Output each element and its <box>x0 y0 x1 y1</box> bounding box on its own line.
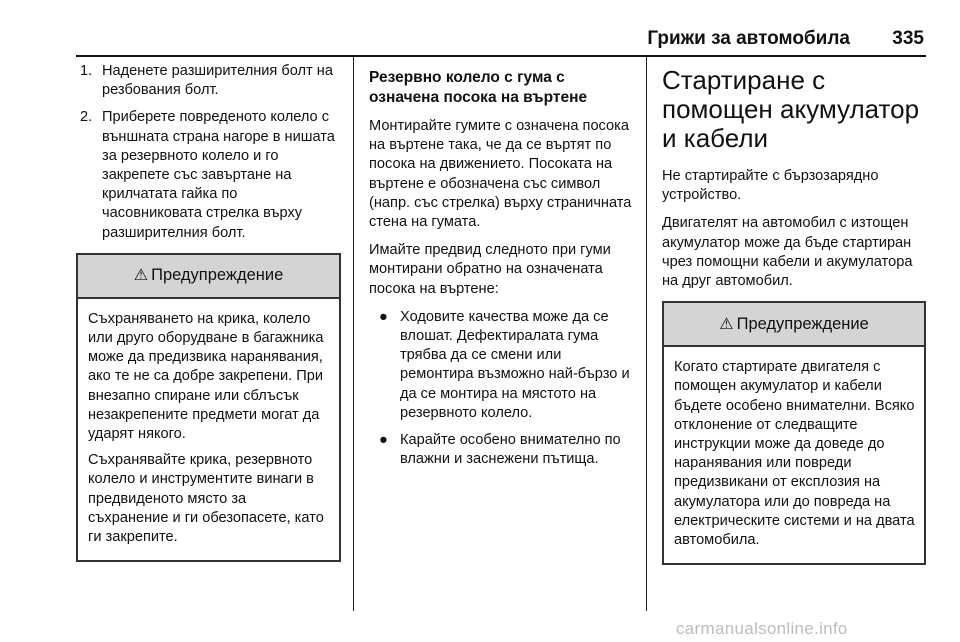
step-number: 2. <box>80 109 93 126</box>
step-text: Приберете повреденото колело с външната страна нагоре в нишата за резервното колело и го закрепете със завъртане на крилчатата гайка по часовниковата стрелка върху разширителния болт. <box>102 109 335 241</box>
bullet-dot-icon: ● <box>379 432 388 449</box>
step-item <box>76 108 341 242</box>
page-number: 335 <box>892 28 924 49</box>
warning-header <box>78 255 339 299</box>
warning-paragraph: Когато стартирате двигателя с помощен акумулатор и кабели бъдете особено внимателни. Всяко отклонение от следващите инструкции може да доведе до наранявания или повреди предизвикани от експлозия на акумулатора или до повреда на електрическите системи и на двата автомобила. <box>674 359 915 549</box>
column-divider-1 <box>353 57 354 611</box>
steps-list <box>76 62 341 243</box>
bullet-text: Ходовите качества може да се влошат. Дефектиралата гума трябва да се смени или ремонтира възможно най-бързо и да се монтира на мястото на резервното колело. <box>400 308 630 421</box>
bullet-dot-icon: ● <box>379 308 388 325</box>
bullet-item <box>369 308 633 423</box>
body-paragraph: Не стартирайте с бързозарядно устройство. <box>662 168 879 204</box>
watermark: carmanualsonline.info <box>676 619 848 638</box>
column-3 <box>662 62 926 565</box>
warning-icon: ⚠ <box>719 315 734 333</box>
warning-header <box>664 303 924 347</box>
section-heading-large: Стартиране с помощен акумулатор и кабели <box>662 65 920 153</box>
bullet-list <box>369 308 633 470</box>
column-1 <box>76 62 341 562</box>
warning-title: Предупреждение <box>736 314 869 333</box>
warning-body <box>78 299 339 560</box>
warning-box <box>662 301 926 565</box>
step-number: 1. <box>80 63 93 79</box>
warning-icon: ⚠ <box>133 267 149 285</box>
warning-paragraph: Съхраняването на крика, колело или друго оборудване в багажника може да предизвика наранявания, ако те не са добре закрепени. При внезапно спиране или сблъсък незакрепените предмети могат да ударят някого. <box>88 310 324 443</box>
warning-paragraph: Съхранявайте крика, резервното колело и инструментите винаги в предвиденото място за съхранение и ги обезопасете, като ги закрепите. <box>88 452 324 546</box>
section-heading: Резервно колело с гума с означена посока на въртене <box>369 69 588 106</box>
body-paragraph: Монтирайте гумите с означена посока на въртене така, че да се въртят по посока на движението. Посоката на въртене е обозначена със символ (напр. със стрелка) върху страничната стена на гумата. <box>369 118 632 231</box>
header-rule <box>76 55 926 57</box>
column-divider-2 <box>646 57 647 611</box>
column-2 <box>369 62 633 477</box>
warning-body <box>664 347 924 563</box>
body-paragraph: Имайте предвид следното при гуми монтирани обратно на означената посока на въртене: <box>369 242 611 297</box>
step-text: Наденете разширителния болт на резбования болт. <box>102 63 333 99</box>
body-paragraph: Двигателят на автомобил с изтощен акумулатор може да бъде стартиран чрез помощни кабели и акумулатора на друг автомобил. <box>662 215 913 290</box>
step-item <box>76 62 341 100</box>
bullet-item <box>369 431 633 469</box>
bullet-text: Карайте особено внимателно по влажни и заснежени пътища. <box>400 432 621 468</box>
page-section-title: Грижи за автомобила <box>647 28 850 49</box>
warning-box <box>76 253 341 562</box>
warning-title: Предупреждение <box>151 266 284 285</box>
